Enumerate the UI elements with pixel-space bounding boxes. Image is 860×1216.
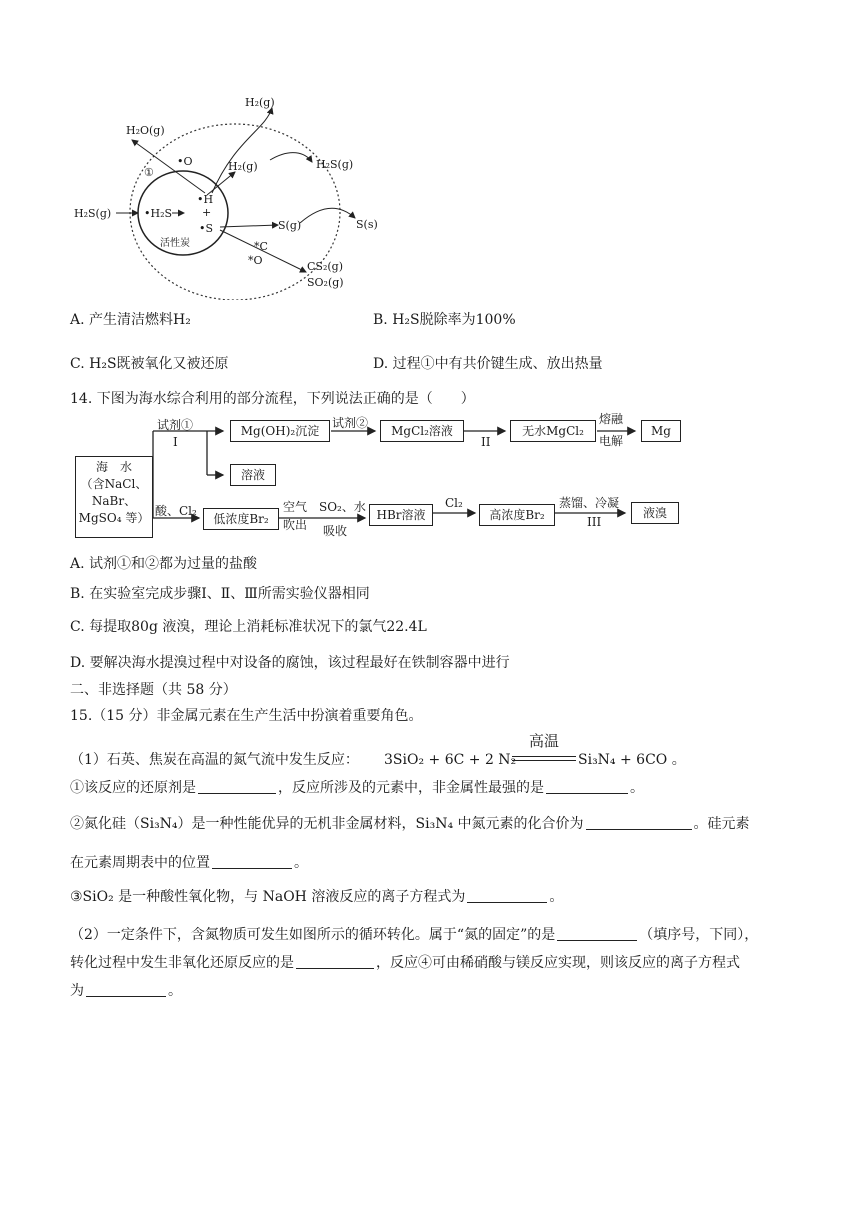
q15-part2-line1: （2）一定条件下，含氮物质可发生如图所示的循环转化。属于“氮的固定”的是 （填序号，下同）， bbox=[70, 927, 759, 943]
distill-label: 蒸馏、冷凝 bbox=[559, 496, 620, 510]
answer-blank[interactable] bbox=[198, 779, 276, 794]
anhydrous-mgcl2-box: 无水MgCl₂ bbox=[510, 420, 596, 442]
h2sg-left-label: H₂S(g) bbox=[74, 207, 112, 220]
hbr-box: HBr溶液 bbox=[369, 504, 433, 526]
o-atom2-label: *O bbox=[248, 254, 263, 267]
c-atom-label: *C bbox=[254, 240, 268, 253]
q15-sub3: ③SiO₂ 是一种酸性氧化物，与 NaOH 溶液反应的离子方程式为 。 bbox=[70, 889, 564, 905]
q15-equation-bar-top bbox=[512, 756, 576, 757]
step1-label: I bbox=[173, 435, 178, 449]
liquid-br-box: 液溴 bbox=[631, 502, 679, 524]
answer-blank[interactable] bbox=[296, 954, 374, 969]
carbon-label: 活性炭 bbox=[160, 238, 190, 249]
so2-label: SO₂(g) bbox=[307, 276, 344, 289]
q13-option-d[interactable]: D. 过程①中有共价键生成、放出热量 bbox=[373, 356, 603, 372]
seawater-box: 海 水 （含NaCl、 NaBr、 MgSO₄ 等） bbox=[75, 456, 153, 538]
q15-sub2-cont: 在元素周期表中的位置 。 bbox=[70, 855, 308, 871]
answer-blank[interactable] bbox=[557, 926, 637, 941]
h2g-mid-label: H₂(g) bbox=[228, 160, 258, 173]
cs2-label: CS₂(g) bbox=[307, 260, 343, 273]
answer-blank[interactable] bbox=[86, 982, 166, 997]
cl2-label: Cl₂ bbox=[445, 496, 463, 510]
mg-box: Mg bbox=[641, 420, 681, 442]
h2s-removal-diagram bbox=[60, 90, 400, 300]
blow-label: 吹出 bbox=[283, 518, 308, 532]
h2sg-right-label: H₂S(g) bbox=[316, 158, 354, 171]
q15-equation-right: Si₃N₄ + 6CO 。 bbox=[578, 752, 686, 768]
q14-option-c[interactable]: C. 每提取80g 液溴，理论上消耗标准状况下的氯气22.4L bbox=[70, 619, 427, 635]
sg-label: S(g) bbox=[278, 219, 302, 232]
answer-blank[interactable] bbox=[467, 888, 547, 903]
q13-option-a[interactable]: A. 产生清洁燃料H₂ bbox=[70, 312, 191, 328]
q15-stem: 15.（15 分）非金属元素在生产生活中扮演着重要角色。 bbox=[70, 708, 423, 724]
step2-label: II bbox=[481, 435, 491, 449]
q15-condition: 高温 bbox=[528, 732, 559, 750]
q15-sub2: ②氮化硅（Si₃N₄）是一种性能优异的无机非金属材料，Si₃N₄ 中氮元素的化合价为 。硅元素 bbox=[70, 816, 750, 832]
plus-label: + bbox=[202, 206, 212, 219]
q15-equation-bar-bottom bbox=[512, 760, 576, 761]
q14-option-b[interactable]: B. 在实验室完成步骤Ⅰ、Ⅱ、Ⅲ所需实验仪器相同 bbox=[70, 586, 370, 602]
step3-label: III bbox=[587, 515, 602, 529]
q14-option-a[interactable]: A. 试剂①和②都为过量的盐酸 bbox=[70, 556, 258, 572]
q13-option-b[interactable]: B. H₂S脱除率为100% bbox=[373, 312, 516, 328]
q15-equation-left: 3SiO₂ + 6C + 2 N₂ bbox=[384, 752, 517, 768]
q15-sub1: ①该反应的还原剂是 ，反应所涉及的元素中，非金属性最强的是 。 bbox=[70, 780, 644, 796]
h-atom-label: •H bbox=[197, 193, 214, 206]
seawater-flow-diagram bbox=[75, 412, 695, 543]
answer-blank[interactable] bbox=[586, 815, 692, 830]
so2-water-label: SO₂、水 bbox=[319, 500, 366, 514]
q15-part2-line3: 为 。 bbox=[70, 983, 182, 999]
reagent2-label: 试剂② bbox=[332, 416, 369, 430]
electrolysis-label: 电解 bbox=[599, 434, 624, 448]
low-br2-box: 低浓度Br₂ bbox=[203, 508, 279, 530]
q14-option-d[interactable]: D. 要解决海水提溴过程中对设备的腐蚀，该过程最好在铁制容器中进行 bbox=[70, 655, 510, 671]
h2o-label: H₂O(g) bbox=[126, 124, 165, 137]
air-label: 空气 bbox=[283, 500, 308, 514]
melt-label: 熔融 bbox=[599, 412, 624, 426]
reagent1-label: 试剂① bbox=[157, 418, 194, 432]
mgoh2-box: Mg(OH)₂沉淀 bbox=[230, 420, 330, 442]
absorb-label: 吸收 bbox=[323, 524, 348, 538]
mgcl2-solution-box: MgCl₂溶液 bbox=[380, 420, 464, 442]
q15-part2-line2: 转化过程中发生非氧化还原反应的是 ，反应④可由稀硝酸与镁反应实现，则该反应的离子方程式 bbox=[70, 955, 740, 971]
step1-marker: ① bbox=[144, 166, 154, 179]
o-atom-label: •O bbox=[177, 155, 193, 168]
h2s-inner-label: •H₂S bbox=[144, 207, 173, 220]
answer-blank[interactable] bbox=[546, 779, 628, 794]
acid-cl2-label: 酸、Cl₂ bbox=[155, 504, 197, 518]
section-heading: 二、非选择题（共 58 分） bbox=[70, 682, 237, 698]
high-br2-box: 高浓度Br₂ bbox=[479, 504, 555, 526]
ss-label: S(s) bbox=[356, 218, 378, 231]
h2g-top-label: H₂(g) bbox=[245, 96, 275, 109]
answer-blank[interactable] bbox=[212, 854, 292, 869]
q15-part1-prefix: （1）石英、焦炭在高温的氮气流中发生反应： bbox=[70, 752, 359, 768]
q13-option-c[interactable]: C. H₂S既被氧化又被还原 bbox=[70, 356, 229, 372]
q14-stem: 14. 下图为海水综合利用的部分流程，下列说法正确的是（ ） bbox=[70, 391, 475, 407]
s-atom-label: •S bbox=[199, 222, 214, 235]
solution-box: 溶液 bbox=[230, 464, 276, 486]
